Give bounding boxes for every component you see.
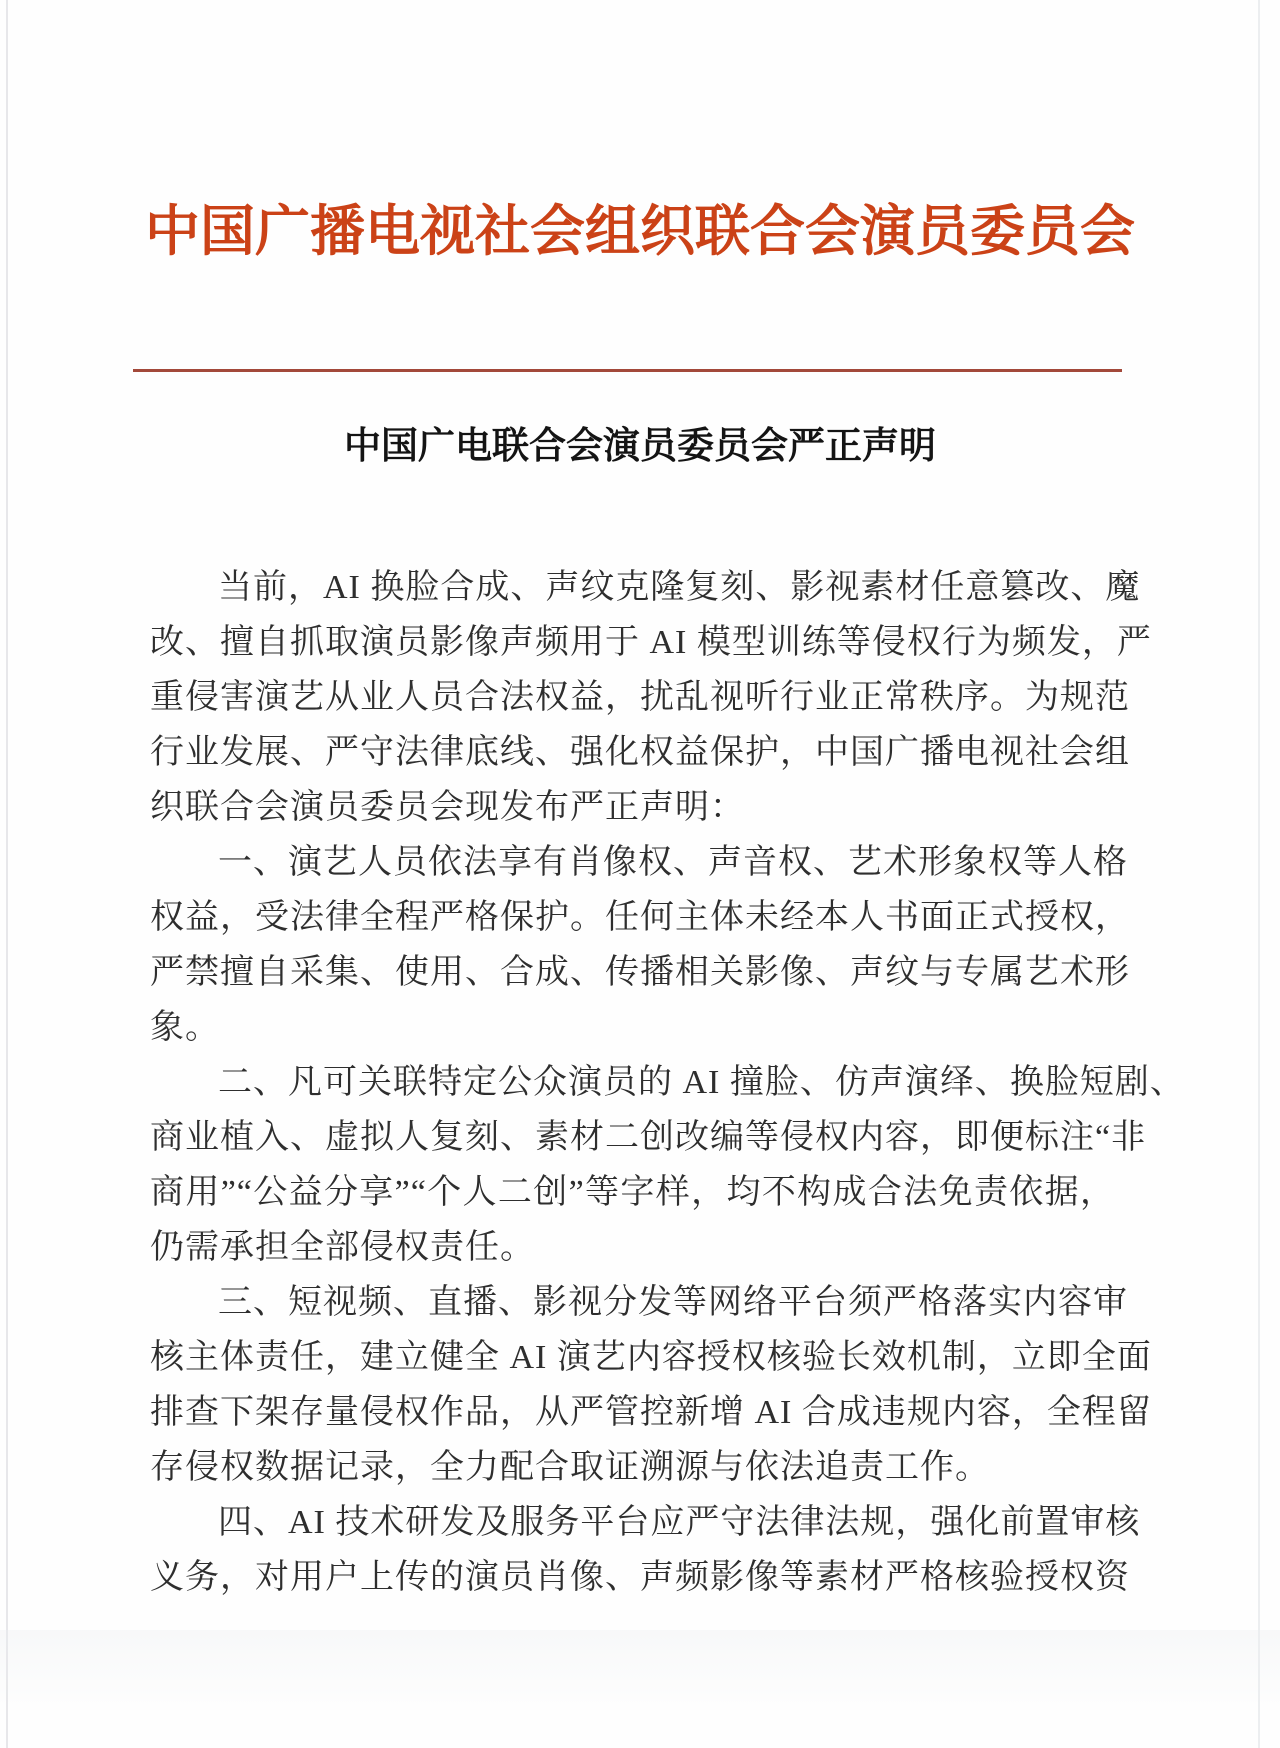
body-line: 象。 <box>150 1009 220 1046</box>
document-title: 中国广电联合会演员委员会严正声明 <box>344 425 936 466</box>
scan-bottom-tint <box>0 1630 1280 1710</box>
body-line: 行业发展、严守法律底线、强化权益保护，中国广播电视社会组 <box>150 734 1130 771</box>
body-line: 义务，对用户上传的演员肖像、声频影像等素材严格核验授权资 <box>150 1559 1130 1596</box>
body-line: 严禁擅自采集、使用、合成、传播相关影像、声纹与专属艺术形 <box>150 954 1130 991</box>
body-line: 核主体责任，建立健全 AI 演艺内容授权核验长效机制，立即全面 <box>150 1339 1152 1376</box>
body-line: 排查下架存量侵权作品，从严管控新增 AI 合成违规内容，全程留 <box>150 1394 1152 1431</box>
header-divider-rule <box>133 369 1122 372</box>
body-line: 存侵权数据记录，全力配合取证溯源与依法追责工作。 <box>150 1449 990 1486</box>
body-line: 商用”“公益分享”“个人二创”等字样，均不构成合法免责依据， <box>150 1174 1115 1211</box>
body-line: 二、凡可关联特定公众演员的 AI 撞脸、仿声演绎、换脸短剧、 <box>218 1064 1185 1101</box>
body-line: 当前，AI 换脸合成、声纹克隆复刻、影视素材任意篡改、魔 <box>218 569 1141 606</box>
body-line: 商业植入、虚拟人复刻、素材二创改编等侵权内容，即便标注“非 <box>150 1119 1147 1156</box>
body-line: 三、短视频、直播、影视分发等网络平台须严格落实内容审 <box>218 1284 1128 1321</box>
organization-header: 中国广播电视社会组织联合会演员委员会 <box>144 200 1135 262</box>
body-line: 重侵害演艺从业人员合法权益，扰乱视听行业正常秩序。为规范 <box>150 679 1130 716</box>
body-line: 改、擅自抓取演员影像声频用于 AI 模型训练等侵权行为频发，严 <box>150 624 1152 661</box>
body-line: 四、AI 技术研发及服务平台应严守法律法规，强化前置审核 <box>218 1504 1141 1541</box>
body-line: 仍需承担全部侵权责任。 <box>150 1229 535 1266</box>
body-line: 织联合会演员委员会现发布严正声明： <box>150 789 745 826</box>
document-body <box>150 560 1185 1605</box>
body-line: 权益，受法律全程严格保护。任何主体未经本人书面正式授权， <box>150 899 1130 936</box>
body-line: 一、演艺人员依法享有肖像权、声音权、艺术形象权等人格 <box>218 844 1128 881</box>
